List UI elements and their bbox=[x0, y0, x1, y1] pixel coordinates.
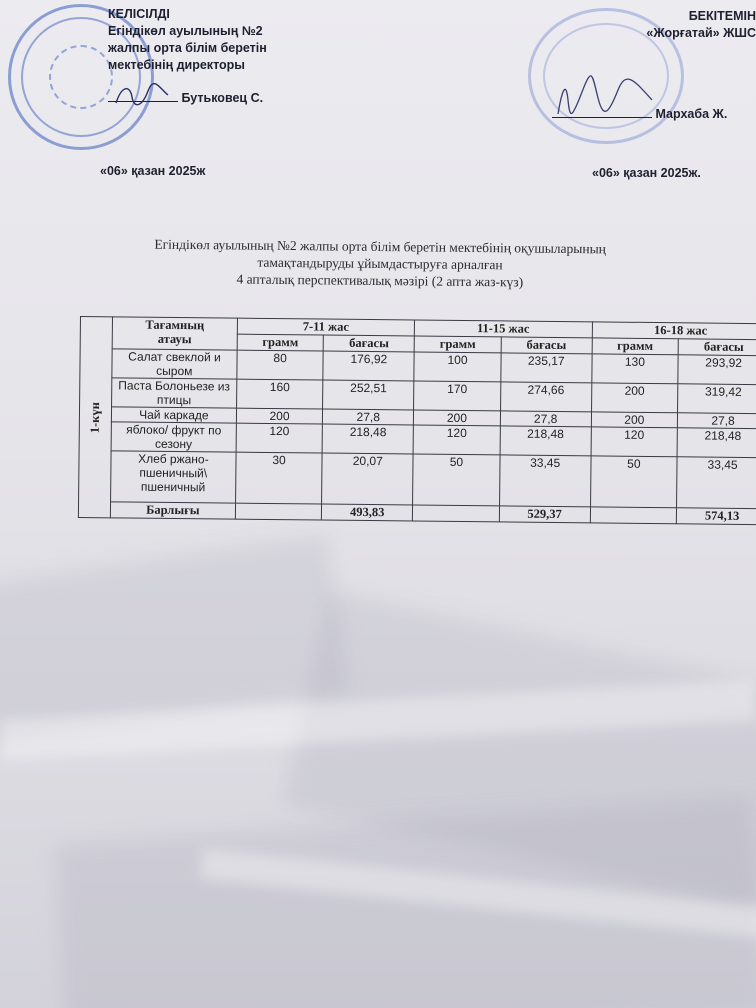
approval-right-signline bbox=[552, 106, 727, 123]
approval-left-line: Егіндікөл ауылының №2 bbox=[108, 24, 263, 38]
gram-value: 80 bbox=[237, 350, 324, 380]
approval-left-title: КЕЛІСІЛДІ bbox=[108, 7, 170, 21]
gram-header: грамм bbox=[592, 338, 679, 355]
price-value: 27,8 bbox=[323, 409, 414, 425]
price-value: 235,17 bbox=[501, 353, 592, 383]
menu-table bbox=[78, 316, 756, 525]
gram-value: 170 bbox=[414, 381, 501, 411]
gram-value: 200 bbox=[591, 383, 678, 413]
dish-name: Салат свеклой и сыром bbox=[112, 349, 237, 379]
gram-value: 130 bbox=[591, 354, 678, 384]
price-value: 218,48 bbox=[323, 424, 414, 454]
approval-right-org: «Жорғатай» ЖШС bbox=[646, 26, 756, 40]
price-header: бағасы bbox=[324, 335, 415, 352]
empty-cell bbox=[235, 503, 322, 520]
price-value: 176,92 bbox=[323, 351, 414, 381]
dish-header-line: Тағамның bbox=[145, 317, 205, 333]
approval-right bbox=[646, 8, 756, 42]
age-group-header: 11-15 жас bbox=[414, 320, 592, 338]
price-value: 319,42 bbox=[678, 384, 756, 414]
title-line: 4 апталық перспективалық мәзірі (2 апта жаз-күз) bbox=[236, 271, 524, 290]
approval-right-date: «06» қазан 2025ж. bbox=[592, 166, 701, 180]
handwritten-signature bbox=[112, 83, 172, 109]
price-value: 33,45 bbox=[499, 455, 590, 507]
price-value: 218,48 bbox=[500, 426, 591, 456]
dish-header-line: атауы bbox=[157, 331, 192, 347]
dish-name: яблоко/ фрукт по сезону bbox=[111, 422, 236, 452]
gram-value: 200 bbox=[414, 410, 501, 426]
total-value: 493,83 bbox=[322, 504, 413, 521]
gram-value: 30 bbox=[235, 452, 322, 504]
empty-cell bbox=[413, 505, 500, 522]
total-value: 529,37 bbox=[499, 506, 590, 523]
day-label: 1-күн bbox=[87, 401, 103, 433]
gram-value: 100 bbox=[414, 352, 501, 382]
approval-left bbox=[108, 6, 267, 107]
dish-name: Хлеб ржано-пшеничный\ пшеничный bbox=[111, 451, 236, 503]
approval-left-name: Бутьковец С. bbox=[181, 91, 264, 105]
gram-header: грамм bbox=[414, 336, 501, 353]
dish-name: Чай каркаде bbox=[111, 407, 236, 423]
gram-header: грамм bbox=[237, 334, 324, 351]
day-cell bbox=[78, 317, 112, 518]
approval-left-line: жалпы орта білім беретін bbox=[108, 41, 267, 55]
approval-right-title: БЕКІТЕМІН bbox=[688, 9, 756, 23]
title-line: тамақтандыруды ұйымдастыруға арналған bbox=[257, 254, 503, 273]
signature-line bbox=[108, 101, 178, 102]
approval-left-line: мектебінің директоры bbox=[108, 58, 245, 72]
empty-cell bbox=[590, 507, 677, 524]
approval-left-date: «06» қазан 2025ж bbox=[100, 164, 206, 178]
price-value: 33,45 bbox=[677, 457, 756, 509]
gram-value: 160 bbox=[236, 379, 323, 409]
total-value: 574,13 bbox=[677, 508, 756, 525]
price-value: 274,66 bbox=[500, 382, 591, 412]
price-value: 218,48 bbox=[677, 428, 756, 458]
price-value: 20,07 bbox=[322, 453, 413, 505]
gram-value: 50 bbox=[590, 456, 677, 508]
dish-name: Паста Болоньезе из птицы bbox=[112, 378, 237, 408]
age-group-header: 16-18 жас bbox=[592, 322, 756, 340]
price-header: бағасы bbox=[678, 339, 756, 356]
gram-value: 120 bbox=[413, 425, 500, 455]
age-group-header: 7-11 жас bbox=[237, 318, 415, 336]
document-title bbox=[120, 235, 641, 291]
gram-value: 120 bbox=[591, 427, 678, 457]
price-value: 27,8 bbox=[500, 411, 591, 427]
total-label: Барлығы bbox=[110, 502, 235, 519]
price-value: 293,92 bbox=[678, 355, 756, 385]
approval-right-name: Мархаба Ж. bbox=[655, 107, 728, 121]
price-value: 252,51 bbox=[323, 380, 414, 410]
signature-line bbox=[552, 117, 652, 118]
price-header: бағасы bbox=[501, 337, 592, 354]
gram-value: 200 bbox=[236, 408, 323, 424]
dish-header bbox=[112, 317, 237, 350]
gram-value: 200 bbox=[591, 412, 678, 428]
table-row bbox=[79, 450, 756, 508]
gram-value: 120 bbox=[236, 423, 323, 453]
title-line: Егіндікөл ауылының №2 жалпы орта білім беретін мектебінің оқушыларының bbox=[154, 236, 607, 257]
price-value: 27,8 bbox=[678, 413, 756, 429]
gram-value: 50 bbox=[413, 454, 500, 506]
